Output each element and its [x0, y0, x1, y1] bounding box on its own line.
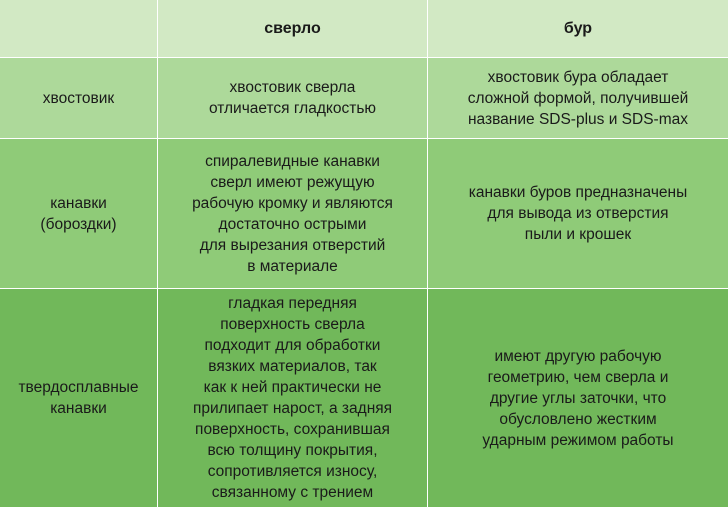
header-empty-cell: [0, 0, 158, 57]
table-row-carbide: [0, 289, 728, 507]
drill-shank-cell: хвостовик сверла отличается гладкостью: [158, 58, 428, 138]
bit-shank-cell: хвостовик бура обладает сложной формой, получившей название SDS-plus и SDS-max: [467, 68, 689, 128]
header-row: [0, 0, 728, 57]
header-drill: сверло: [158, 0, 428, 57]
row-label-grooves: канавки (бороздки): [0, 139, 158, 288]
row-label-shank: хвостовик: [0, 58, 158, 138]
table-row-shank: [0, 58, 728, 138]
table-row-grooves: [0, 139, 728, 288]
bit-grooves-cell: канавки буров предназначены для вывода из отверстия пыли и крошек: [468, 184, 688, 243]
row-label-carbide: твердосплавные канавки: [0, 289, 158, 507]
drill-carbide-cell: гладкая передняя поверхность сверла подходит для обработки вязких материалов, так как к ней практически не прилипает нарост, а задняя поверхность, сохранившая всю толщину покрытия, сопротивляется износу, связанному с трением: [158, 289, 428, 507]
bit-carbide-cell: имеют другую рабочую геометрию, чем сверла и другие углы заточки, что обусловлено жестким ударным режимом работы: [482, 347, 674, 449]
drill-grooves-cell: спиралевидные канавки сверл имеют режущую рабочую кромку и являются достаточно острыми для вырезания отверстий в материале: [158, 139, 428, 288]
header-bit: бур: [563, 20, 593, 37]
